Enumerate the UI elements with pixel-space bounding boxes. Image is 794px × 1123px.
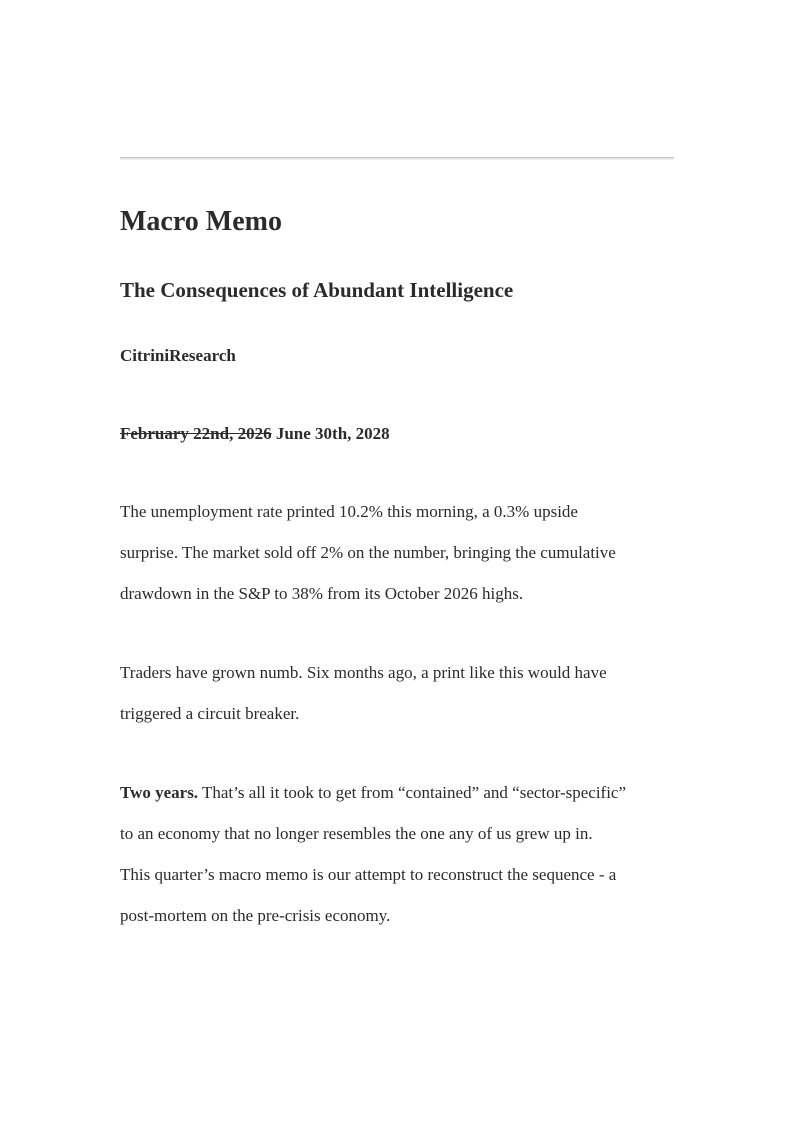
paragraph-line: The unemployment rate printed 10.2% this morning, a 0.3% upside (120, 502, 578, 521)
paragraph-traders (120, 652, 690, 734)
dateline (120, 422, 390, 446)
document-subtitle: The Consequences of Abundant Intelligence (120, 278, 514, 302)
paragraph-line: Traders have grown numb. Six months ago, a print like this would have (120, 663, 607, 682)
header-divider (120, 157, 674, 159)
author-name: CitriniResearch (120, 346, 236, 365)
current-date: June 30th, 2028 (275, 424, 390, 443)
paragraph-line: triggered a circuit breaker. (120, 704, 300, 723)
paragraph-line (120, 772, 690, 813)
paragraph-line-rest: That’s all it took to get from “contained” and “sector-specific” (198, 783, 627, 802)
emphasis-lead: Two years. (120, 783, 199, 802)
document-title: Macro Memo (120, 206, 282, 237)
paragraph-line: post-mortem on the pre-crisis economy. (120, 906, 391, 925)
paragraph-line: This quarter’s macro memo is our attempt to reconstruct the sequence - a (120, 865, 617, 884)
paragraph-unemployment (120, 491, 690, 614)
struck-original-date: February 22nd, 2026 (120, 424, 272, 443)
paragraph-line: to an economy that no longer resembles the one any of us grew up in. (120, 824, 593, 843)
paragraph-line: surprise. The market sold off 2% on the number, bringing the cumulative (120, 543, 616, 562)
paragraph-two-years (120, 772, 690, 936)
paragraph-line: drawdown in the S&P to 38% from its October 2026 highs. (120, 584, 524, 603)
